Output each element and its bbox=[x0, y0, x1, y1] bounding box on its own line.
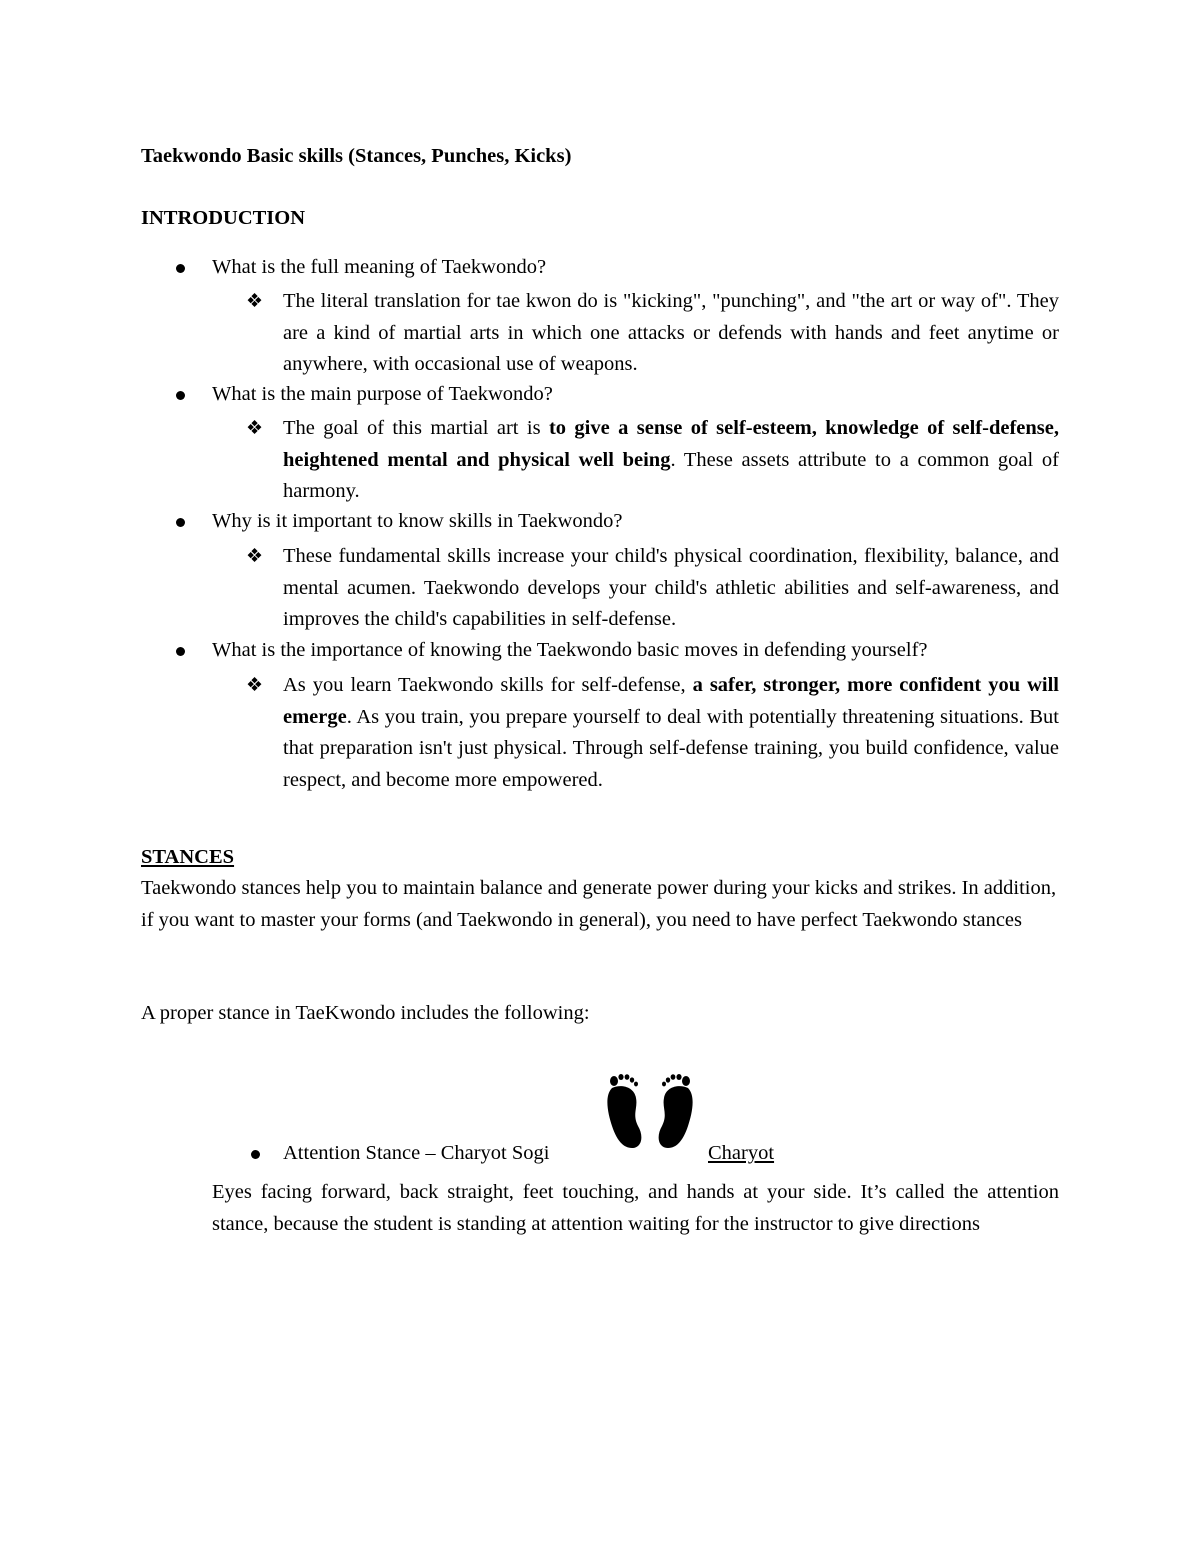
answer-4 bbox=[283, 670, 1059, 796]
question-1: What is the full meaning of Taekwondo? bbox=[212, 256, 547, 278]
introduction-heading: INTRODUCTION bbox=[141, 207, 306, 229]
bullet-dot-icon bbox=[176, 264, 185, 273]
question-4: What is the importance of knowing the Taekwondo basic moves in defending yourself? bbox=[212, 639, 928, 661]
answer-text: The goal of this martial art is bbox=[283, 417, 549, 439]
proper-stance-intro: A proper stance in TaeKwondo includes the following: bbox=[141, 1002, 590, 1024]
answer-text: . These assets attribute to a common goal of harmony. bbox=[283, 448, 1059, 502]
answer-emphasis: to give a sense of self-esteem, knowledge of self-defense, heightened mental and physical well being bbox=[283, 417, 1059, 471]
diamond-bullet-icon: ❖ bbox=[246, 675, 264, 696]
attention-stance-description: Eyes facing forward, back straight, feet touching, and hands at your side. It’s called the attention stance, because the student is standing at attention waiting for the instructor to give directions bbox=[212, 1181, 1059, 1235]
answer-text: As you learn Taekwondo skills for self-defense, bbox=[283, 674, 693, 696]
diamond-bullet-icon: ❖ bbox=[246, 291, 264, 312]
stances-intro: Taekwondo stances help you to maintain balance and generate power during your kicks and strikes. In addition, if you want to master your forms (and Taekwondo in general), you need to have perfect Taekwondo stances bbox=[141, 877, 1057, 931]
charyot-label: Charyot bbox=[708, 1142, 775, 1164]
diamond-bullet-icon: ❖ bbox=[246, 546, 264, 567]
answer-text: . As you train, you prepare yourself to deal with potentially threatening situations. But that preparation isn't just physical. Through self-defense training, you build confidence, value respect, and become more empowered. bbox=[283, 705, 1059, 791]
answer-text: The literal translation for tae kwon do is "kicking", "punching", and "the art or way of". They are a kind of martial arts in which one attacks or defends with hands and feet anytime or anywhere, with occasional use of weapons. bbox=[283, 290, 1059, 375]
attention-stance-label: Attention Stance – Charyot Sogi bbox=[283, 1142, 550, 1164]
diamond-bullet-icon: ❖ bbox=[246, 418, 264, 439]
answer-text: These fundamental skills increase your child's physical coordination, flexibility, balance, and mental acumen. Taekwondo develops your child's athletic abilities and self-awareness, and improves the child's capabilities in self-defense. bbox=[283, 545, 1059, 630]
question-3: Why is it important to know skills in Taekwondo? bbox=[212, 510, 623, 532]
answer-1 bbox=[283, 286, 1059, 381]
document-title: Taekwondo Basic skills (Stances, Punches, Kicks) bbox=[141, 145, 572, 167]
bullet-dot-icon bbox=[176, 391, 185, 400]
question-2: What is the main purpose of Taekwondo? bbox=[212, 383, 553, 405]
answer-3 bbox=[283, 541, 1059, 636]
stances-heading: STANCES bbox=[141, 846, 235, 868]
answer-emphasis: a safer, stronger, more confident you will emerge bbox=[283, 674, 1059, 728]
bullet-dot-icon bbox=[251, 1150, 260, 1159]
bullet-dot-icon bbox=[176, 647, 185, 656]
footprints-icon bbox=[598, 1074, 702, 1152]
bullet-dot-icon bbox=[176, 518, 185, 527]
footprints-icon bbox=[598, 1074, 702, 1152]
answer-2 bbox=[283, 413, 1059, 508]
